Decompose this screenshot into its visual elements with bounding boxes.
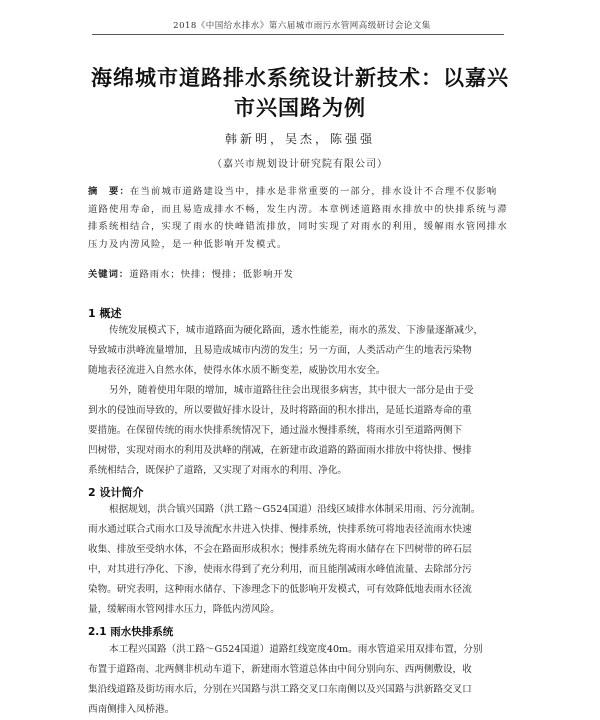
section-heading-design: 2 设计简介	[88, 486, 144, 499]
abstract-line: 道路使用寿命，而且易造成排水不畅，发生内涝。本章例述道路雨水排放中的快排系统与滞	[88, 203, 508, 215]
abstract	[88, 183, 513, 253]
abstract-line: 排系统相结合，实现了雨水的快峰错流排放，同时实现了对雨水的利用，缓解雨水管网排水	[88, 221, 508, 232]
header-rule	[92, 34, 504, 35]
paragraph: 传统发展模式下，城市道路面为硬化路面，透水性能差，雨水的蒸发、下渗量逐渐减少， 导致城市洪峰流量增加，且易造成城市内涝的发生；另一方面，人类活动产生的地表污染物 随地表径流进入自然水体，使得水体水质不断变差，威胁饮用水安全。	[88, 325, 484, 376]
keywords-label: 关键词：	[88, 269, 130, 280]
abstract-label: 摘 要：	[88, 186, 130, 197]
subsection-heading-fast-drain: 2.1 雨水快排系统	[88, 626, 174, 638]
section-heading-overview: 1 概述	[88, 307, 122, 320]
abstract-line: 压力及内涝风险，是一种低影响开发模式。	[88, 238, 288, 250]
paper-title-line-1: 海绵城市道路排水系统设计新技术：以嘉兴	[91, 66, 509, 90]
affiliation: （嘉兴市规划设计研究院有限公司）	[212, 159, 388, 170]
keywords-text: 道路雨水；快排；慢排；低影响开发	[129, 269, 294, 280]
authors: 韩新明，吴杰，陈强强	[224, 132, 375, 146]
paragraph: 另外，随着使用年限的增加，城市道路往往会出现很多病害，其中很大一部分是由于受 到水的侵蚀而导致的，所以要做好排水设计，及时将路面的积水排出，是延长道路寿命的重 要措施。在保留传统的雨水快排系统情况下，通过溢水慢排系统，将雨水引至道路两侧下 凹树带，实现对雨水的利用及洪峰的削减，在新建市政道路的路面雨水排放中将快排、慢排 系统相结合，既保护了道路，又实现了对雨水的利用、净化。	[88, 385, 474, 476]
running-header: 2018《中国给水排水》第六届城市雨污水管网高级研讨会论文集	[173, 21, 431, 31]
paper-title-line-2: 市兴国路为例	[234, 96, 366, 120]
keywords	[88, 266, 513, 280]
paragraph: 本工程兴国路（洪工路～G524国道）道路红线宽度40m。雨水管道采用双排布置，分别 布置于道路南、北两侧非机动车道下，新建雨水管道总体由中间分别向东、西两侧敷设，收 集沿线道路及街坊雨水后，分别在兴国路与洪工路交叉口东南侧以及兴国路与洪新路交叉口 西南侧排入凤桥港。	[88, 644, 483, 715]
paragraph: 根据规划，洪合镇兴国路（洪工路～G524国道）沿线区域排水体制采用雨、污分流制。 雨水通过联合式雨水口及导流配水井进入快排、慢排系统，快排系统可将地表径流雨水快速 收集、排放至受纳水体，不会在路面形成积水；慢排系统先将雨水储存在下凹树带的碎石层 中，对其进行净化、下渗，使雨水得到了充分利用，而且能削减雨水峰值流量、去除部分污 染物。研究表明，这种雨水储存、下渗理念下的低影响开发模式，可有效降低地表雨水径流 量，缓解雨水管网排水压力，降低内涝风险。	[88, 504, 481, 615]
abstract-line: 摘 要：在当前城市道路建设当中，排水是非常重要的一部分，排水设计不合理不仅影响	[88, 186, 498, 197]
